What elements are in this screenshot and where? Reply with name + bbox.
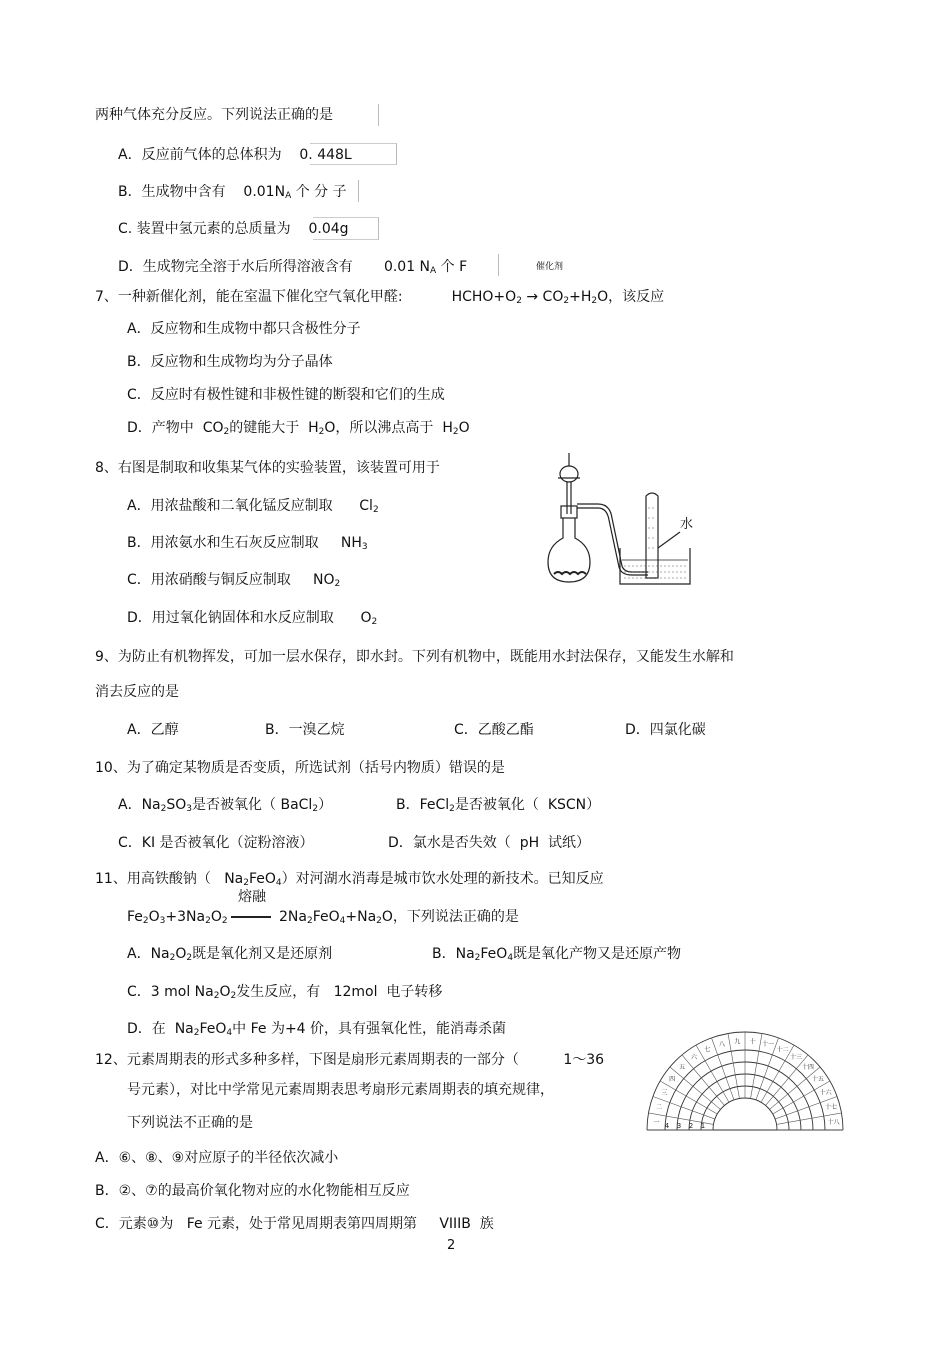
q10-stem: 10、为了确定某物质是否变质，所选试剂（括号内物质）错误的是	[95, 760, 505, 776]
q10-option-d: D．氯水是否失效（ pH 试纸）	[388, 835, 591, 851]
frame-line	[378, 104, 379, 126]
q7-option-c: C．反应时有极性键和非极性键的断裂和它们的生成	[127, 387, 445, 403]
fan-group-label: 十一	[762, 1041, 775, 1049]
q8-stem: 8、右图是制取和收集某气体的实验装置，该装置可用于	[95, 460, 440, 476]
fan-group-label: 十四	[801, 1064, 814, 1072]
q9-option-c: C．乙酸乙酯	[454, 722, 534, 738]
q12-option-b: B．②、⑦的最高价氧化物对应的水化物能相互反应	[95, 1183, 410, 1199]
q9-stem-line1: 9、为防止有机物挥发，可加一层水保存，即水封。下列有机物中，既能用水封法保存，又能发生水解和	[95, 649, 734, 665]
fan-group-label: 二	[656, 1103, 663, 1111]
fan-group-label: 十五	[811, 1075, 824, 1083]
q10-option-b: B．FeCl$_2$是否被氧化（ KSCN）	[396, 797, 601, 814]
q6-option-b: B．生成物中含有 $0.01N_A$ 个 分 子	[118, 184, 347, 201]
fan-spoke	[696, 1045, 729, 1102]
fan-spoke	[682, 1055, 724, 1106]
q11-option-c: C．3 mol $Na_2O_2$发生反应，有 12mol 电子转移	[127, 984, 443, 1001]
fan-period-label: 2	[688, 1122, 694, 1130]
fan-group-label: 十六	[819, 1089, 832, 1097]
q11-option-b: B．$Na_2FeO_4$既是氧化产物又是还原产物	[432, 946, 682, 963]
q12-stem-line1: 12、元素周期表的形式多种多样，下图是扇形元素周期表的一部分（ 1～36	[95, 1052, 605, 1068]
water-label: 水	[680, 517, 694, 532]
q8-option-d: D．用过氧化钠固体和水反应制取 $O_2$	[127, 610, 378, 627]
fan-group-label: 十八	[827, 1119, 840, 1127]
fan-group-label: 十三	[790, 1054, 803, 1062]
q7-option-a: A．反应物和生成物中都只含极性分子	[127, 321, 361, 337]
q12-stem-line3: 下列说法不正确的是	[127, 1115, 253, 1131]
frame-box	[313, 217, 379, 240]
q9-stem-line2: 消去反应的是	[95, 684, 179, 700]
fan-group-label: 十	[749, 1038, 756, 1046]
q9-option-a: A．乙醇	[127, 722, 179, 738]
q12-stem-line2: 号元素），对比中学常见元素周期表思考扇形元素周期表的填充规律，	[127, 1082, 554, 1098]
fan-spoke	[770, 1067, 821, 1109]
q11-equation-right: $2Na_2FeO_4+Na_2O$，下列说法正确的是	[279, 909, 519, 926]
catalyst-note: 催化剂	[536, 262, 564, 272]
fan-group-label: 十七	[824, 1103, 837, 1111]
q6-stem: 两种气体充分反应。下列说法正确的是	[95, 107, 333, 123]
q7-stem: 7、一种新催化剂，能在室温下催化空气氧化甲醛: $HCHO+O_2 \to CO_2+H_2O$，该反应	[95, 289, 665, 306]
q6-option-a: A．反应前气体的总体积为 0. 448L	[118, 147, 352, 163]
page-number: 2	[447, 1238, 456, 1253]
fan-group-label: 八	[718, 1041, 725, 1049]
q6-option-c: C. 装置中氢元素的总质量为 0.04g	[118, 221, 349, 237]
q8-option-c: C．用浓硝酸与铜反应制取 $NO_2$	[127, 572, 341, 589]
q6-option-d: D．生成物完全溶于水后所得溶液含有 0.01 $N_A$ 个 F	[118, 259, 468, 276]
fan-group-label: 五	[679, 1064, 686, 1072]
q9-option-b: B．一溴乙烷	[265, 722, 345, 738]
q11-stem: 11、用高铁酸钠（ $Na_2FeO_4$）对河湖水消毒是城市饮水处理的新技术。已知反应	[95, 871, 604, 888]
q10-option-c: C．KI 是否被氧化（淀粉溶液）	[118, 835, 314, 851]
q7-option-d: D．产物中 $CO_2$的键能大于 $H_2O$，所以沸点高于 $H_2O$	[127, 420, 470, 437]
frame-line	[498, 254, 499, 276]
q7-option-b: B．反应物和生成物均为分子晶体	[127, 354, 333, 370]
frame-line	[358, 180, 359, 202]
q11-option-d: D．在 $Na_2FeO_4$中 Fe 为+4 价，具有强氧化性，能消毒杀菌	[127, 1021, 507, 1038]
frame-box	[310, 143, 397, 165]
q12-option-a: A．⑥、⑧、⑨对应原子的半径依次减小	[95, 1150, 339, 1166]
fan-spoke	[670, 1067, 721, 1109]
fan-period-label: 3	[676, 1122, 682, 1130]
reaction-condition: 熔融	[238, 889, 266, 905]
q8-option-b: B．用浓氨水和生石灰反应制取 $NH_3$	[127, 535, 368, 552]
q11-option-a: A．$Na_2O_2$既是氧化剂又是还原剂	[127, 946, 333, 963]
fan-periodic-table-figure	[645, 1030, 845, 1135]
q9-option-d: D．四氯化碳	[625, 722, 706, 738]
fan-group-label: 一	[653, 1119, 660, 1127]
fan-spoke	[766, 1055, 808, 1106]
fan-spoke	[773, 1081, 830, 1114]
fan-group-label: 三	[661, 1089, 668, 1097]
fan-period-label: 4	[664, 1122, 670, 1130]
q12-option-c: C．元素⑩为 Fe 元素，处于常见周期表第四周期第 VIIIB 族	[95, 1216, 494, 1232]
fan-period-label: 1	[700, 1122, 706, 1130]
fan-group-label: 十二	[776, 1046, 789, 1054]
q11-equation-left: $Fe_2O_3+3Na_2O_2$	[127, 909, 228, 926]
reaction-arrow	[231, 916, 271, 918]
fan-ring	[713, 1098, 777, 1130]
fan-group-label: 四	[669, 1075, 676, 1083]
fan-group-label: 九	[734, 1038, 741, 1046]
q10-option-a: A．$Na_2SO_3$是否被氧化（ BaCl$_2$）	[118, 797, 333, 814]
fan-spoke	[660, 1081, 717, 1114]
q8-option-a: A．用浓盐酸和二氧化锰反应制取 $Cl_2$	[127, 498, 379, 515]
fan-group-label: 七	[704, 1046, 711, 1054]
fan-group-label: 六	[690, 1054, 697, 1062]
